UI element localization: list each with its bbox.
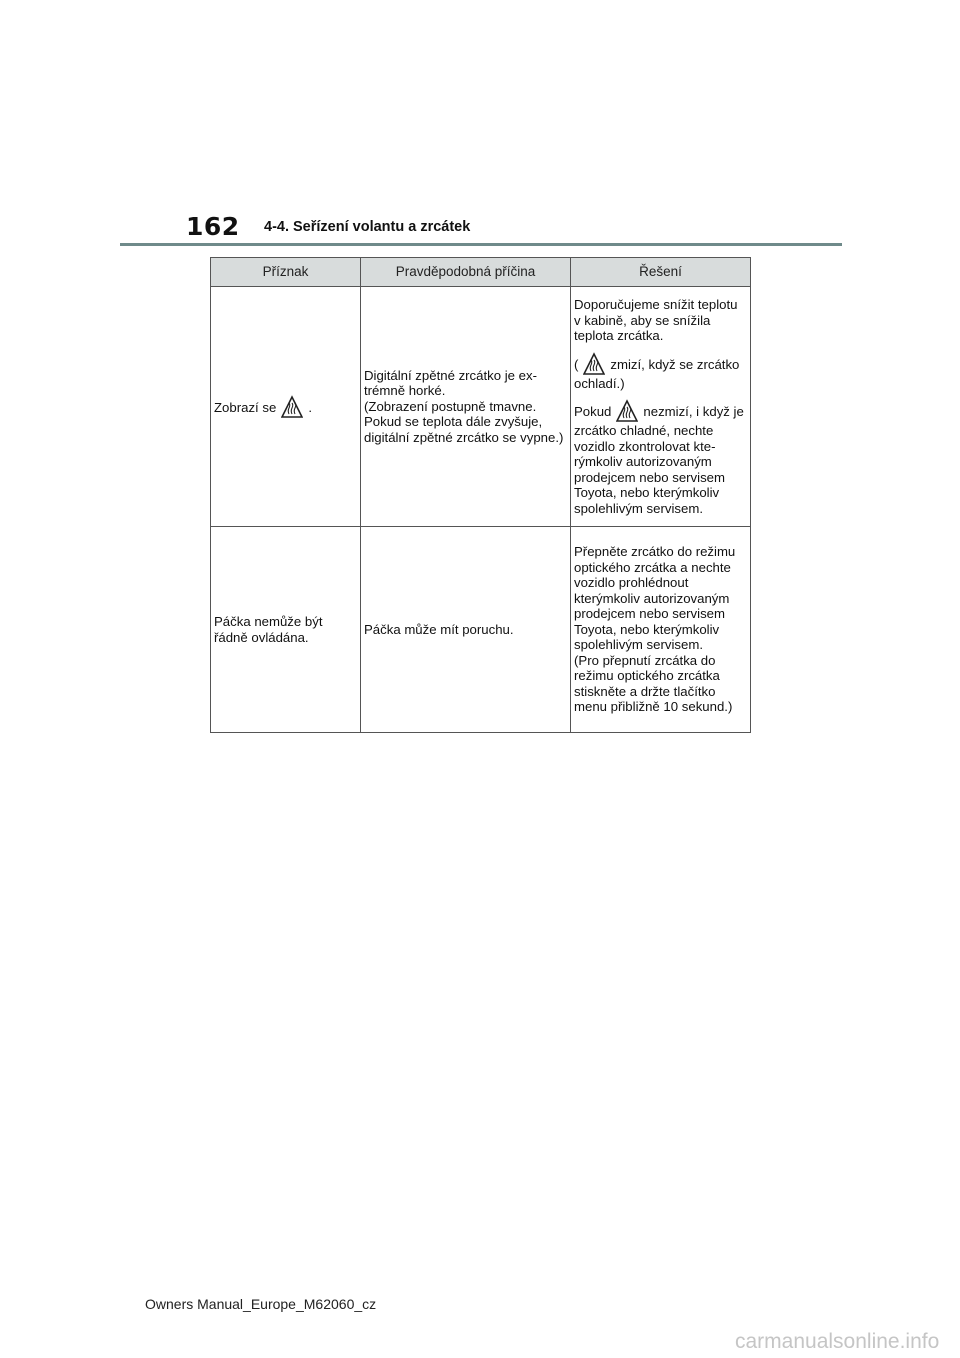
solution-paragraph: [574, 352, 746, 392]
symptom-text-end: .: [308, 399, 312, 415]
cause-cell: Digitální zpětné zrcátko je extrémně horké. (Zobrazení postupně tmavne. Pokud se teplota dále zvyšuje, digitální zpětné zrcátko se vypne.): [361, 287, 571, 527]
solution-cell: [571, 287, 751, 527]
header-divider: [120, 243, 842, 246]
section-title: 4-4. Seřízení volantu a zrcátek: [264, 219, 471, 235]
watermark: carmanualsonline.info: [735, 1330, 940, 1353]
mirror-overheat-icon: [583, 352, 605, 376]
troubleshooting-table: [210, 257, 751, 733]
solution-text: Pokud: [574, 404, 612, 419]
solution-paragraph: [574, 399, 746, 516]
solution-text: (: [574, 356, 579, 372]
column-header-symptom: Příznak: [211, 258, 361, 287]
cause-cell: Páčka může mít poruchu.: [361, 527, 571, 733]
solution-cell: Přepněte zrcátko do režimu optického zrcátka a nechte vozidlo prohlédnout kterýmkoliv autorizovaným prodejcem nebo servisem Toyota, nebo kterýmkoliv spolehlivým servisem. (Pro přepnutí zrcátka do režimu optického zrcátka stiskněte a držte tlačítko menu přibližně 10 sekund.): [571, 527, 751, 733]
solution-text: nezmizí, i když je zrcátko chladné, nechte vozidlo zkontrolovat kterýmkoliv autorizovaným prodejcem nebo servisem Toyota, nebo kterýmkoliv spolehlivým servisem.: [574, 404, 744, 516]
symptom-cell: [211, 287, 361, 527]
mirror-overheat-icon: [616, 399, 638, 423]
table-row: [211, 287, 751, 527]
column-header-cause: Pravděpodobná příčina: [361, 258, 571, 287]
table-header-row: [211, 258, 751, 287]
symptom-text: Zobrazí se: [214, 399, 277, 415]
table-row: [211, 527, 751, 733]
footer-manual-id: Owners Manual_Europe_M62060_cz: [145, 1296, 377, 1312]
mirror-overheat-icon: [281, 395, 303, 419]
solution-text: zmizí, když se zrcátko ochladí.): [574, 356, 740, 391]
page-number: 162: [186, 212, 240, 241]
solution-paragraph: Doporučujeme snížit teplotu v kabině, aby se snížila teplota zrcátka.: [574, 297, 738, 343]
column-header-solution: Řešení: [571, 258, 751, 287]
symptom-cell: Páčka nemůže být řádně ovládána.: [211, 527, 361, 733]
